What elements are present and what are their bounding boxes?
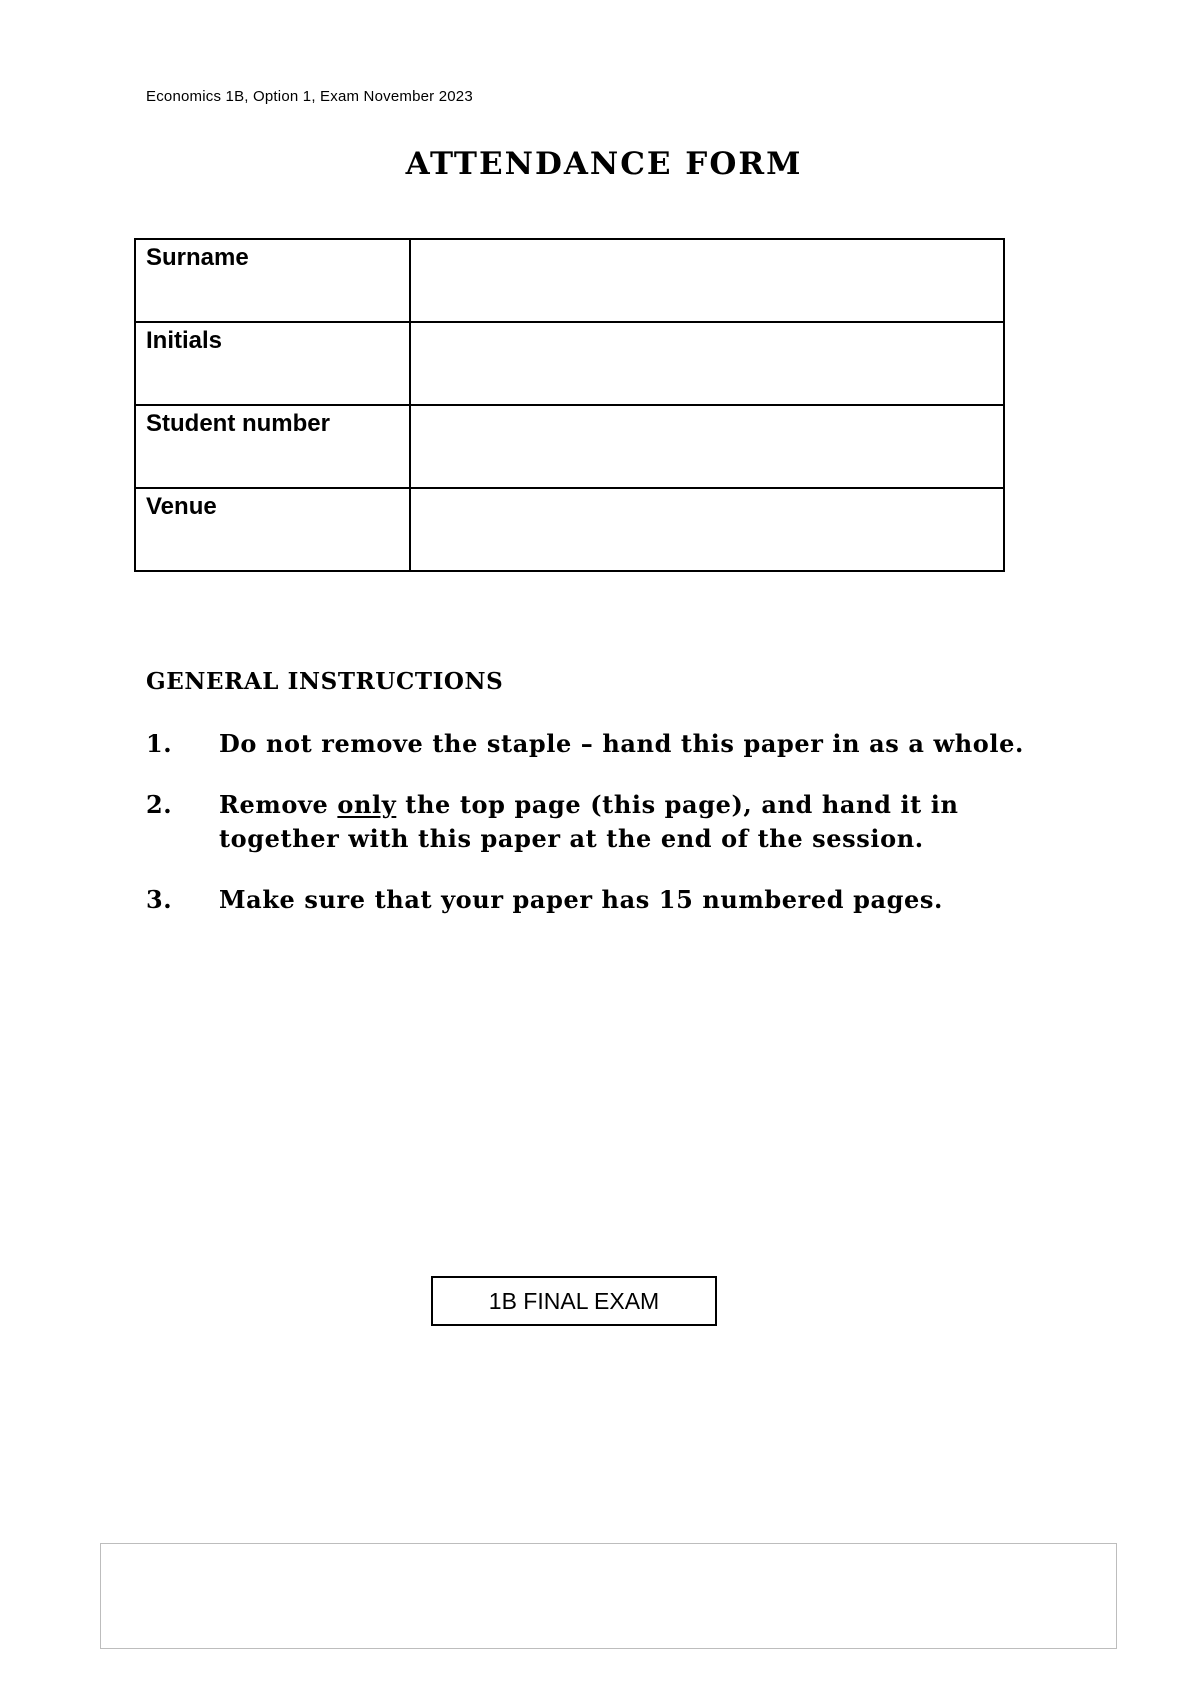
instructions-list [146, 727, 1026, 944]
instruction-text [219, 788, 1026, 856]
footer-box [100, 1543, 1117, 1649]
instruction-text-before: Remove [219, 790, 338, 819]
instruction-text-after: the top page (this page), and hand it in together with this paper at the end of the session. [219, 790, 959, 853]
instruction-text: Do not remove the staple – hand this paper in as a whole. [219, 729, 1024, 758]
instruction-number: 2. [146, 790, 173, 819]
attendance-form-table [134, 238, 1005, 572]
instruction-item-2 [146, 788, 1026, 856]
page-title: ATTENDANCE FORM [405, 146, 803, 182]
surname-label-cell [135, 239, 410, 322]
student-number-input-cell[interactable] [410, 405, 1004, 488]
surname-input-cell[interactable] [410, 239, 1004, 322]
course-header: Economics 1B, Option 1, Exam November 2023 [146, 88, 473, 105]
instructions-heading: GENERAL INSTRUCTIONS [146, 668, 504, 695]
instruction-text: Make sure that your paper has 15 numbered pages. [219, 885, 943, 914]
student-number-label: Student number [146, 410, 330, 437]
student-number-label-cell [135, 405, 410, 488]
instruction-number: 1. [146, 729, 173, 758]
surname-label: Surname [146, 244, 249, 271]
instruction-item-3 [146, 883, 1026, 917]
venue-label: Venue [146, 493, 217, 520]
form-row-surname [135, 239, 1004, 322]
initials-label-cell [135, 322, 410, 405]
initials-input-cell[interactable] [410, 322, 1004, 405]
venue-label-cell [135, 488, 410, 571]
instruction-emphasis: only [337, 790, 397, 819]
form-row-student-number [135, 405, 1004, 488]
form-row-venue [135, 488, 1004, 571]
instruction-number: 3. [146, 885, 173, 914]
form-row-initials [135, 322, 1004, 405]
venue-input-cell[interactable] [410, 488, 1004, 571]
exam-label-box: 1B FINAL EXAM [431, 1276, 717, 1326]
instruction-item-1 [146, 727, 1026, 761]
initials-label: Initials [146, 327, 223, 354]
